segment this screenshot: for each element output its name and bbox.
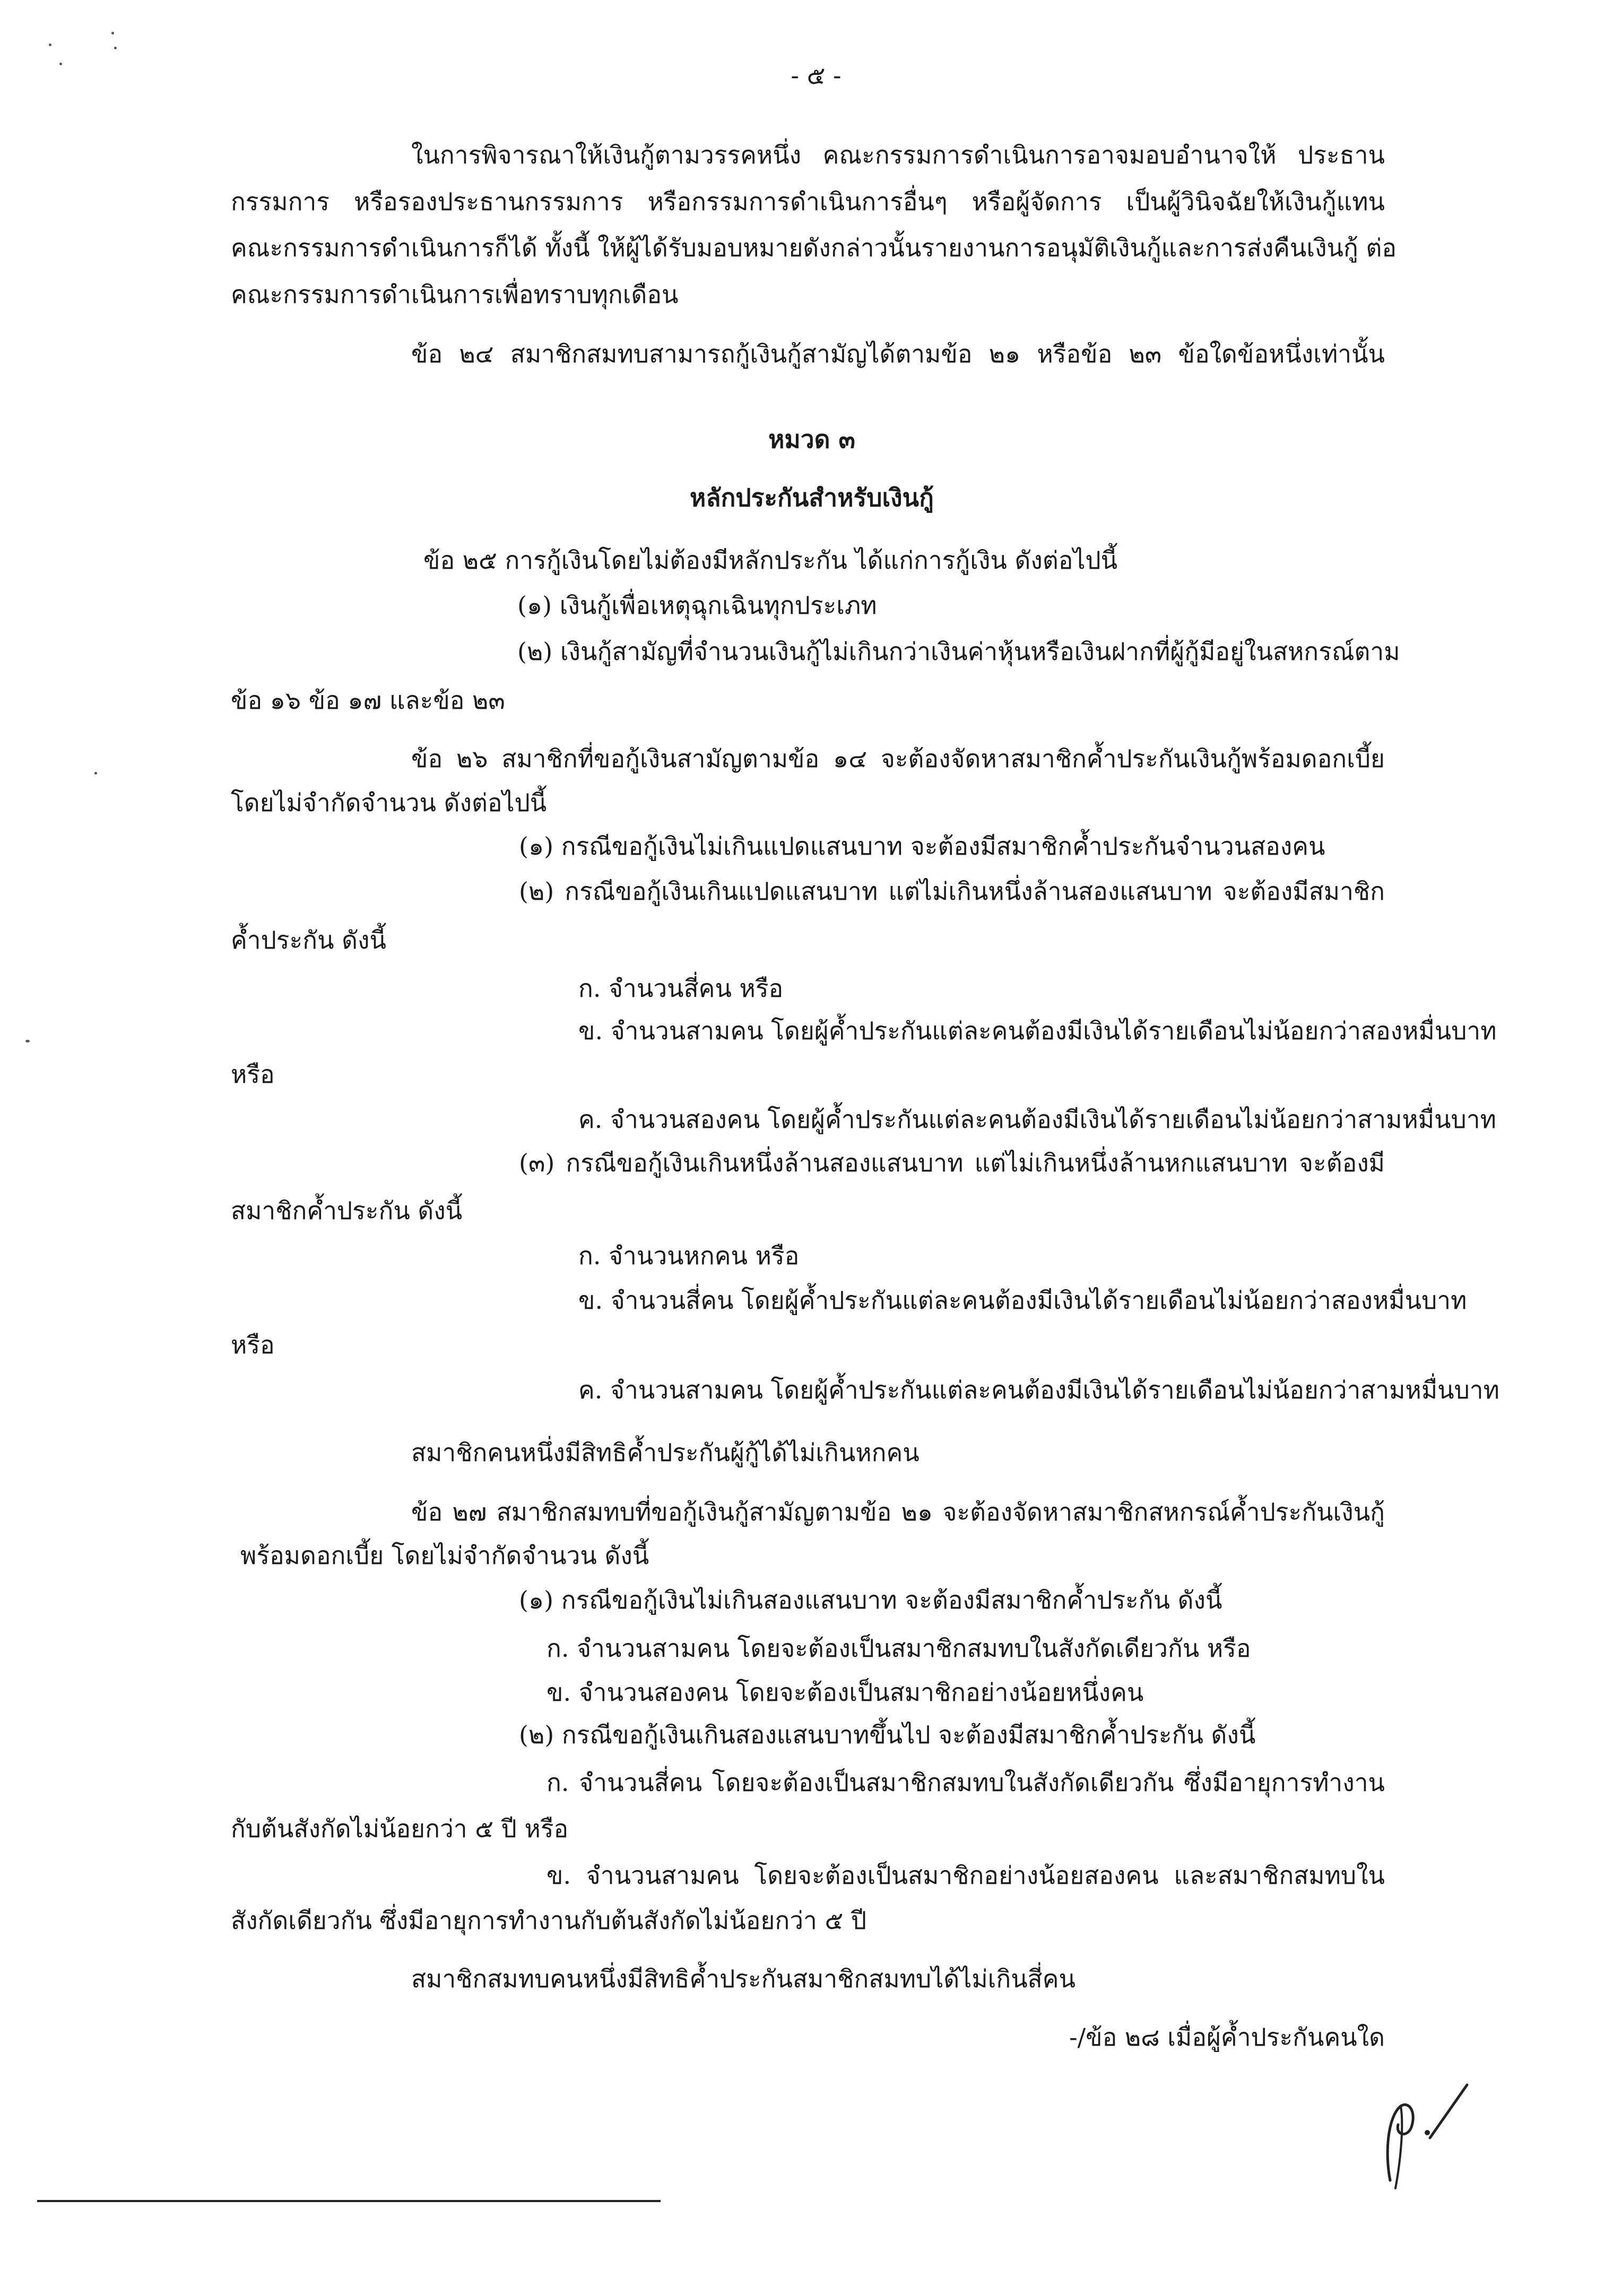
clause-25-intro: ข้อ ๒๕ การกู้เงินโดยไม่ต้องมีหลักประกัน ได้แก่การกู้เงิน ดังต่อไปนี้: [423, 546, 1118, 575]
footnote-rule: [37, 2200, 661, 2202]
clause-26-intro: ข้อ ๒๖ สมาชิกที่ขอกู้เงินสามัญตามข้อ ๑๔ จะต้องจัดหาสมาชิกค้ำประกันเงินกู้พร้อมดอกเบี้ย: [411, 744, 1385, 773]
clause-27-item-2-kha: ข. จำนวนสามคน โดยจะต้องเป็นสมาชิกอย่างน้อยสองคน และสมาชิกสมทบใน: [547, 1861, 1385, 1890]
paragraph-line: ในการพิจารณาให้เงินกู้ตามวรรคหนึ่ง คณะกรรมการดำเนินการอาจมอบอำนาจให้ ประธาน: [411, 141, 1385, 169]
clause-26-item-2: (๒) กรณีขอกู้เงินเกินแปดแสนบาท แต่ไม่เกินหนึ่งล้านสองแสนบาท จะต้องมีสมาชิก: [519, 877, 1385, 906]
clause-26-item-3-cont: สมาชิกค้ำประกัน ดังนี้: [231, 1196, 463, 1225]
clause-27-intro-cont: พร้อมดอกเบี้ย โดยไม่จำกัดจำนวน ดังนี้: [240, 1541, 649, 1570]
scan-speck: [25, 1040, 30, 1042]
clause-25-item-2: (๒) เงินกู้สามัญที่จำนวนเงินกู้ไม่เกินกว่าเงินค่าหุ้นหรือเงินฝากที่ผู้กู้มีอยู่ในสหกรณ์ตาม: [517, 637, 1400, 666]
scan-speck: [59, 63, 62, 65]
clause-26-item-2-kha: ข. จำนวนสามคน โดยผู้ค้ำประกันแต่ละคนต้องมีเงินได้รายเดือนไม่น้อยกว่าสองหมื่นบาท: [578, 1016, 1497, 1045]
paragraph-line: คณะกรรมการดำเนินการก็ได้ ทั้งนี้ ให้ผู้ได้รับมอบหมายดังกล่าวนั้นรายงานการอนุมัติเงินกู้และการส่งคืนเงินกู้ ต่อ: [231, 233, 1397, 262]
clause-26-note: สมาชิกคนหนึ่งมีสิทธิค้ำประกันผู้กู้ได้ไม่เกินหกคน: [411, 1438, 920, 1467]
clause-26-item-2-or: หรือ: [231, 1060, 275, 1089]
paragraph-line: กรรมการ หรือรองประธานกรรมการ หรือกรรมการดำเนินการอื่นๆ หรือผู้จัดการ เป็นผู้วินิจฉัยให้เงินกู้แทน: [231, 187, 1385, 216]
clause-27-item-1: (๑) กรณีขอกู้เงินไม่เกินสองแสนบาท จะต้องมีสมาชิกค้ำประกัน ดังนี้: [519, 1586, 1222, 1614]
scan-speck: [114, 47, 117, 49]
clause-26-intro-cont: โดยไม่จำกัดจำนวน ดังต่อไปนี้: [231, 788, 547, 817]
clause-27-item-2-ka-cont: กับต้นสังกัดไม่น้อยกว่า ๕ ปี หรือ: [231, 1814, 569, 1843]
continuation-text: -/ข้อ ๒๘ เมื่อผู้ค้ำประกันคนใด: [1069, 2023, 1385, 2051]
clause-27-item-2: (๒) กรณีขอกู้เงินเกินสองแสนบาทขึ้นไป จะต้องมีสมาชิกค้ำประกัน ดังนี้: [519, 1720, 1256, 1749]
clause-27-item-2-kha-cont: สังกัดเดียวกัน ซึ่งมีอายุการทำงานกับต้นสังกัดไม่น้อยกว่า ๕ ปี: [231, 1906, 867, 1935]
clause-26-item-3-or: หรือ: [231, 1330, 275, 1359]
paragraph-line: คณะกรรมการดำเนินการเพื่อทราบทุกเดือน: [231, 280, 679, 309]
scan-speck: [49, 44, 51, 46]
clause-26-item-3-ka: ก. จำนวนหกคน หรือ: [578, 1241, 800, 1270]
clause-27-intro: ข้อ ๒๗ สมาชิกสมทบที่ขอกู้เงินกู้สามัญตามข้อ ๒๑ จะต้องจัดหาสมาชิกสหกรณ์ค้ำประกันเงินกู้: [411, 1498, 1385, 1526]
clause-26-item-3-kha: ข. จำนวนสี่คน โดยผู้ค้ำประกันแต่ละคนต้องมีเงินได้รายเดือนไม่น้อยกว่าสองหมื่นบาท: [578, 1286, 1467, 1315]
clause-27-item-1-kha: ข. จำนวนสองคน โดยจะต้องเป็นสมาชิกอย่างน้อยหนึ่งคน: [547, 1678, 1144, 1707]
scan-speck: [111, 32, 114, 34]
clause-26-item-2-cont: ค้ำประกัน ดังนี้: [231, 926, 386, 954]
chapter-number: หมวด ๓: [768, 425, 855, 454]
clause-27-item-1-ka: ก. จำนวนสามคน โดยจะต้องเป็นสมาชิกสมทบในสังกัดเดียวกัน หรือ: [547, 1634, 1251, 1663]
clause-26-item-2-kho: ค. จำนวนสองคน โดยผู้ค้ำประกันแต่ละคนต้องมีเงินได้รายเดือนไม่น้อยกว่าสามหมื่นบาท: [578, 1105, 1496, 1134]
clause-25-item-2-cont: ข้อ ๑๖ ข้อ ๑๗ และข้อ ๒๓: [231, 686, 505, 715]
scan-speck: [94, 772, 97, 775]
handwritten-initial: [1380, 2074, 1475, 2198]
clause-24: ข้อ ๒๔ สมาชิกสมทบสามารถกู้เงินกู้สามัญได้ตามข้อ ๒๑ หรือข้อ ๒๓ ข้อใดข้อหนึ่งเท่านั้น: [411, 340, 1385, 368]
chapter-title: หลักประกันสำหรับเงินกู้: [690, 483, 934, 512]
clause-27-item-2-ka: ก. จำนวนสี่คน โดยจะต้องเป็นสมาชิกสมทบในสังกัดเดียวกัน ซึ่งมีอายุการทำงาน: [547, 1768, 1385, 1797]
clause-26-item-3-kho: ค. จำนวนสามคน โดยผู้ค้ำประกันแต่ละคนต้องมีเงินได้รายเดือนไม่น้อยกว่าสามหมื่นบาท: [578, 1376, 1499, 1404]
clause-26-item-3: (๓) กรณีขอกู้เงินเกินหนึ่งล้านสองแสนบาท แต่ไม่เกินหนึ่งล้านหกแสนบาท จะต้องมี: [519, 1149, 1385, 1177]
clause-26-item-2-ka: ก. จำนวนสี่คน หรือ: [578, 974, 784, 1003]
clause-25-item-1: (๑) เงินกู้เพื่อเหตุฉุกเฉินทุกประเภท: [517, 591, 877, 620]
page-number: - ๕ -: [791, 61, 842, 90]
clause-26-item-1: (๑) กรณีขอกู้เงินไม่เกินแปดแสนบาท จะต้องมีสมาชิกค้ำประกันจำนวนสองคน: [519, 832, 1325, 860]
clause-27-note: สมาชิกสมทบคนหนึ่งมีสิทธิค้ำประกันสมาชิกสมทบได้ไม่เกินสี่คน: [411, 1964, 1075, 1993]
